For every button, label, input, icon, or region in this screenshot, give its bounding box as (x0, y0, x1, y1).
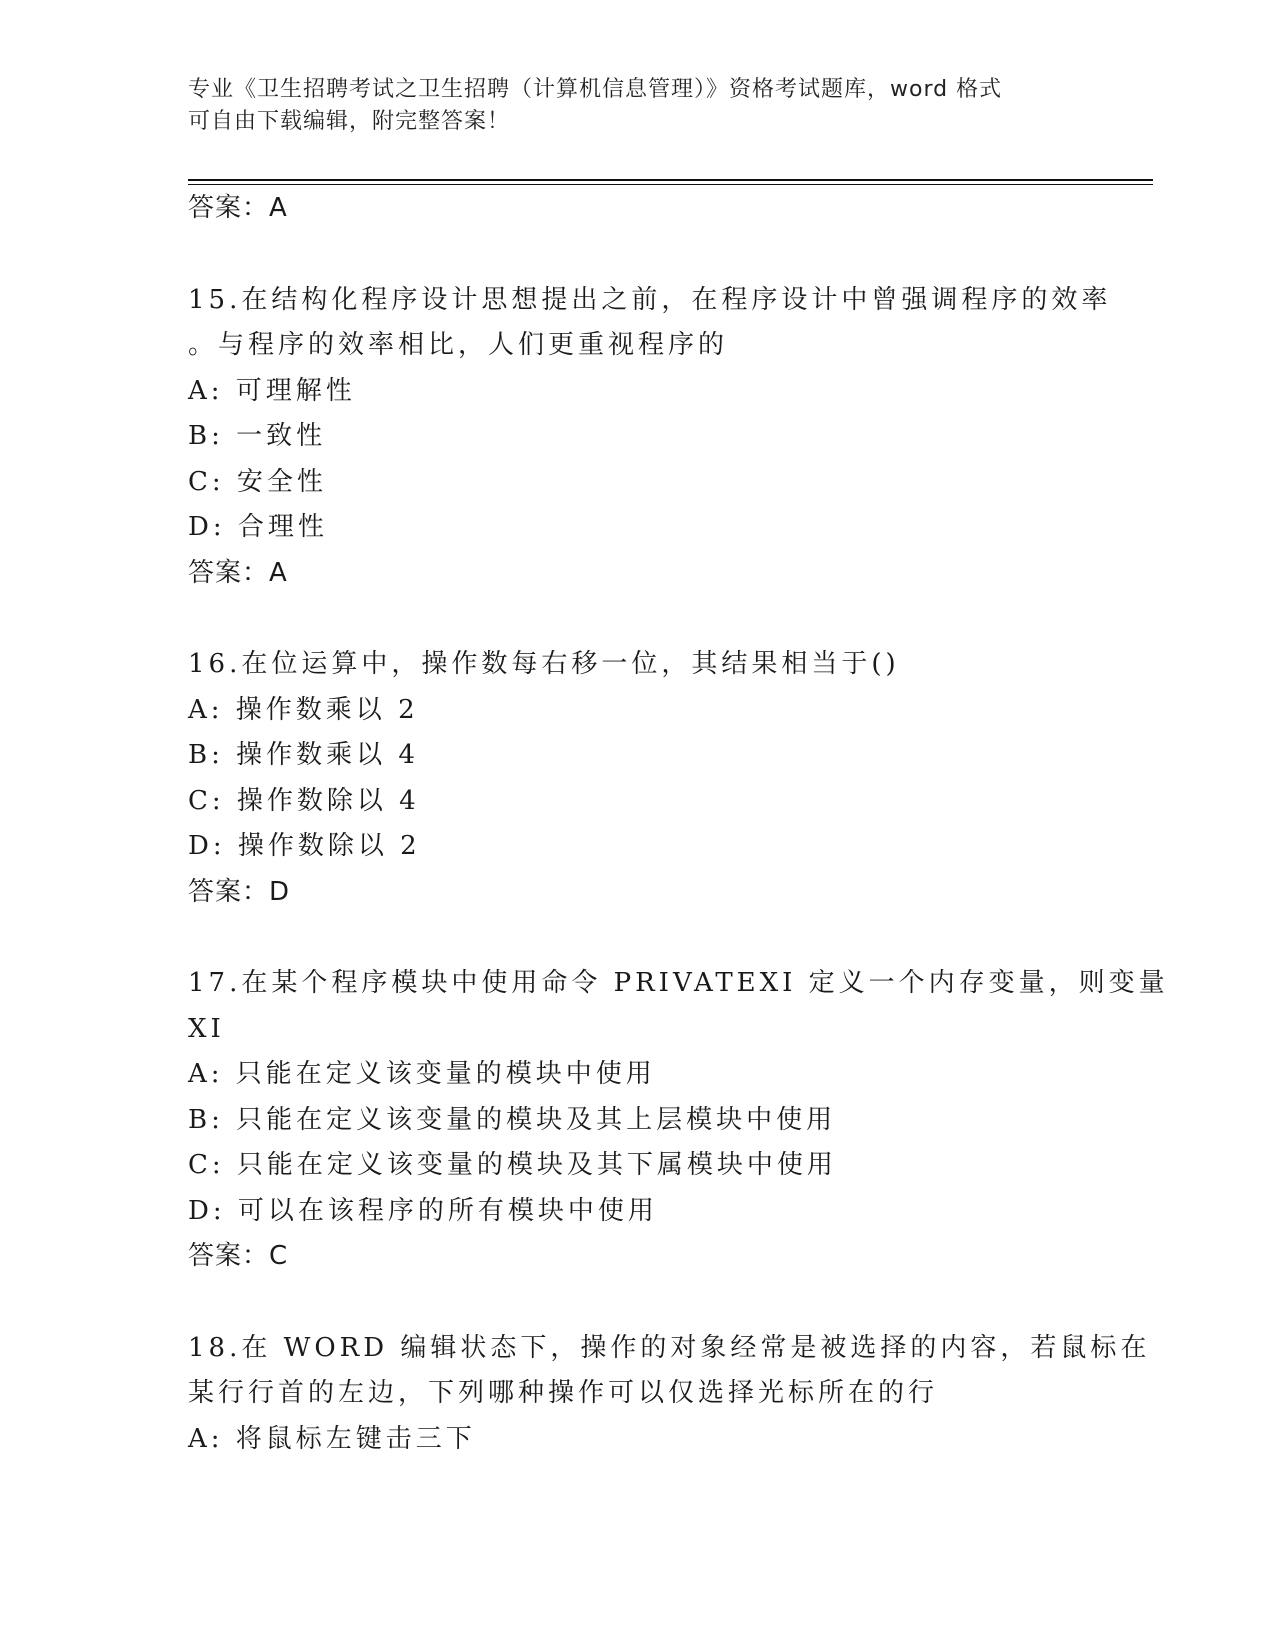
answer-line: 答案：C (188, 1241, 289, 1271)
option-d: D: 操作数除以 2 (188, 831, 421, 861)
option-d: D: 可以在该程序的所有模块中使用 (188, 1195, 658, 1226)
spacer (188, 596, 1188, 642)
question-stem: 某行行首的左边，下列哪种操作可以仅选择光标所在的行 (188, 1378, 939, 1408)
answer-line: 答案：A (188, 193, 288, 223)
option-c: C: 操作数除以 4 (188, 785, 420, 816)
option-b: B: 操作数乘以 4 (188, 740, 419, 770)
option-c: C: 只能在定义该变量的模块及其下属模块中使用 (188, 1150, 837, 1180)
document-header (188, 74, 1088, 138)
option-a: A: 将鼠标左键击三下 (188, 1423, 476, 1454)
question-block (188, 642, 1188, 915)
question-stem: XI (188, 1013, 225, 1044)
question-stem: 。与程序的效率相比，人们更重视程序的 (188, 330, 729, 360)
question-stem: 17.在某个程序模块中使用命令 PRIVATEXI 定义一个内存变量，则变量 (188, 968, 1169, 998)
option-c: C: 安全性 (188, 466, 327, 497)
question-block (188, 961, 1188, 1280)
header-line-1: 专业《卫生招聘考试之卫生招聘（计算机信息管理）》资格考试题库，word 格式 (188, 77, 1003, 102)
answer-line: 答案：A (188, 557, 288, 588)
header-line-2: 可自由下载编辑，附完整答案！ (188, 109, 511, 134)
question-block (188, 278, 1188, 597)
option-a: A: 可理解性 (188, 375, 356, 406)
option-d: D: 合理性 (188, 512, 328, 542)
answer-line: 答案：D (188, 876, 291, 907)
header-divider-thick (188, 179, 1153, 181)
question-stem: 15.在结构化程序设计思想提出之前，在程序设计中曾强调程序的效率 (188, 284, 1112, 315)
spacer (188, 1280, 1188, 1326)
option-b: B: 只能在定义该变量的模块及其上层模块中使用 (188, 1104, 837, 1135)
question-block (188, 1326, 1188, 1463)
question-list (188, 186, 1188, 1462)
option-a: A: 只能在定义该变量的模块中使用 (188, 1059, 656, 1089)
option-a: A: 操作数乘以 2 (188, 694, 419, 725)
question-stem: 18.在 WORD 编辑状态下，操作的对象经常是被选择的内容，若鼠标在 (188, 1332, 1151, 1363)
spacer (188, 232, 1188, 278)
header-divider-thin (188, 184, 1153, 185)
spacer (188, 915, 1188, 961)
option-b: B: 一致性 (188, 421, 327, 451)
question-stem: 16.在位运算中，操作数每右移一位，其结果相当于() (188, 649, 900, 679)
